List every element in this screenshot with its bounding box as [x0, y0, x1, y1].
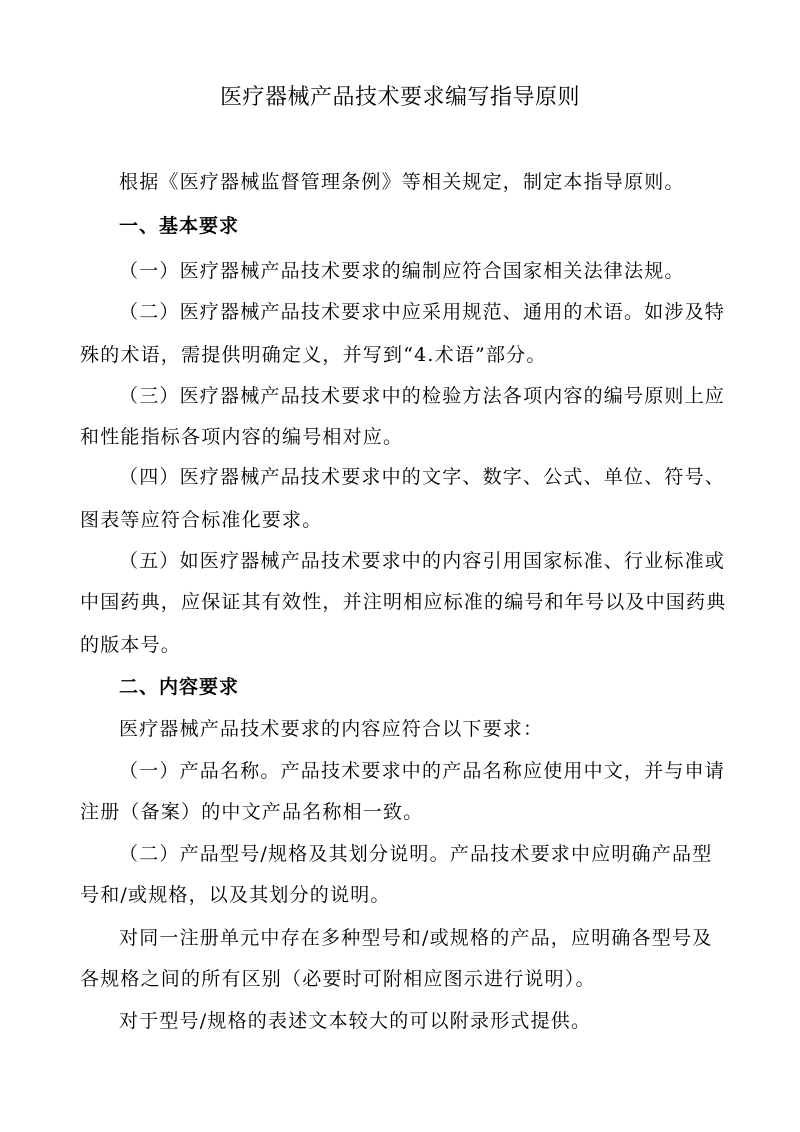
- section-1-paragraph-5-line-2: 中国药典，应保证其有效性，并注明相应标准的编号和年号以及中国药典: [80, 591, 727, 613]
- section-2-paragraph-2-line-1: （二）产品型号/规格及其划分说明。产品技术要求中应明确产品型: [119, 843, 713, 865]
- section-2-paragraph-3-line-1: 对同一注册单元中存在多种型号和/或规格的产品，应明确各型号及: [119, 927, 713, 949]
- section-1-paragraph-4-line-1: （四）医疗器械产品技术要求中的文字、数字、公式、单位、符号、: [119, 466, 726, 488]
- section-1-paragraph-4-line-2: 图表等应符合标准化要求。: [80, 509, 323, 531]
- section-2-paragraph-3-line-2: 各规格之间的所有区别（必要时可附相应图示进行说明）。: [80, 968, 596, 990]
- section-1-paragraph-5-line-3: 的版本号。: [80, 634, 182, 656]
- section-1-paragraph-3-line-2: 和性能指标各项内容的编号相对应。: [80, 426, 404, 448]
- section-1-paragraph-2-line-2: 殊的术语，需提供明确定义，并写到“4.术语”部分。: [80, 344, 547, 366]
- section-2-intro: 医疗器械产品技术要求的内容应符合以下要求：: [119, 718, 544, 740]
- section-2-heading: 二、内容要求: [119, 676, 240, 698]
- section-1-paragraph-2-line-1: （二）医疗器械产品技术要求中应采用规范、通用的术语。如涉及特: [119, 301, 726, 323]
- section-1-paragraph-5-line-1: （五）如医疗器械产品技术要求中的内容引用国家标准、行业标准或: [119, 550, 726, 572]
- section-1-heading: 一、基本要求: [119, 215, 240, 237]
- section-1-paragraph-3-line-1: （三）医疗器械产品技术要求中的检验方法各项内容的编号原则上应: [119, 385, 726, 407]
- intro-paragraph: 根据《医疗器械监督管理条例》等相关规定，制定本指导原则。: [119, 171, 685, 193]
- section-2-paragraph-4: 对于型号/规格的表述文本较大的可以附录形式提供。: [119, 1010, 592, 1032]
- section-2-paragraph-1-line-2: 注册（备案）的中文产品名称相一致。: [80, 801, 424, 823]
- section-2-paragraph-2-line-2: 号和/或规格，以及其划分的说明。: [80, 884, 391, 906]
- section-2-paragraph-1-line-1: （一）产品名称。产品技术要求中的产品名称应使用中文，并与申请: [119, 760, 726, 782]
- section-1-paragraph-1: （一）医疗器械产品技术要求的编制应符合国家相关法律法规。: [119, 260, 685, 282]
- document-title: 医疗器械产品技术要求编写指导原则: [219, 85, 580, 110]
